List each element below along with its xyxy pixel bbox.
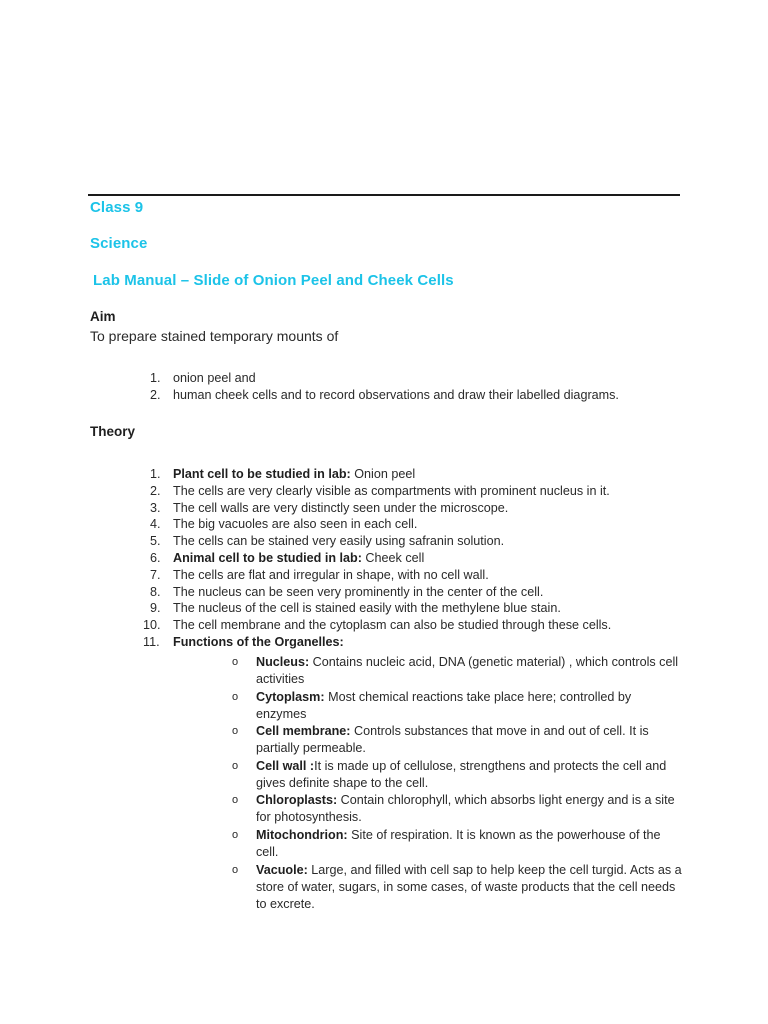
list-item [140, 634, 700, 651]
bullet-marker: o [232, 863, 239, 876]
list-item [140, 500, 700, 517]
list-item [140, 370, 700, 387]
class-heading: Class 9 [90, 199, 144, 216]
list-item-text: The cell membrane and the cytoplasm can also be studied through these cells. [173, 618, 612, 633]
list-number: 7. [150, 567, 161, 582]
organelle-name: Nucleus: [256, 655, 310, 669]
list-number: 4. [150, 517, 161, 532]
organelle-item-cytoplasm [232, 689, 682, 723]
list-item-text: The cell walls are very distinctly seen under the microscope. [173, 500, 509, 515]
organelle-name: Vacuole: [256, 862, 308, 877]
organelle-name: Cell wall : [256, 758, 315, 773]
list-item [140, 584, 700, 601]
list-number: 1. [150, 467, 161, 481]
organelle-name: Mitochondrion: [256, 827, 348, 842]
list-item-text: The nucleus can be seen very prominently in the center of the cell. [173, 584, 544, 599]
organelle-name: Chloroplasts: [256, 793, 338, 808]
list-item-text: The big vacuoles are also seen in each cell. [173, 517, 418, 532]
aim-heading: Aim [90, 309, 116, 324]
organelle-item-vacuole [232, 862, 682, 913]
list-item-text: Onion peel [350, 467, 416, 481]
theory-list [140, 466, 700, 651]
list-item-text: The cells can be stained very easily using safranin solution. [173, 534, 505, 549]
bullet-marker: o [232, 759, 239, 772]
list-number: 10. [143, 618, 161, 633]
organelle-item-mitochondrion [232, 827, 682, 861]
list-item-text: The cells are flat and irregular in shape, with no cell wall. [173, 567, 489, 582]
header-divider [88, 194, 680, 196]
list-number: 2. [150, 387, 161, 402]
organelle-item-cell-wall [232, 758, 682, 792]
organelle-description: It is made up of cellulose, strengthens and protects the cell and gives definite shape to the cell. [256, 758, 667, 790]
list-item [140, 550, 700, 567]
organelle-list [232, 654, 682, 913]
organelle-description: Site of respiration. It is known as the powerhouse of the cell. [256, 827, 661, 859]
bullet-marker: o [232, 794, 239, 807]
organelle-description: Contains nucleic acid, DNA (genetic material) , which controls cell activities [256, 655, 679, 686]
list-item [140, 516, 700, 533]
organelle-description: Contain chlorophyll, which absorbs light energy and is a site for photosynthesis. [256, 793, 675, 825]
list-item [140, 466, 700, 483]
organelle-description: Large, and filled with cell sap to help keep the cell turgid. Acts as a store of water, sugars, in some cases, of waste products that the cell needs to excrete. [256, 862, 682, 911]
bullet-marker: o [232, 690, 239, 703]
list-number: 3. [150, 500, 161, 515]
organelle-item-cell-membrane [232, 723, 682, 757]
list-number: 8. [150, 584, 161, 599]
page-title: Lab Manual – Slide of Onion Peel and Cheek Cells [93, 272, 454, 289]
list-item-text: The cells are very clearly visible as compartments with prominent nucleus in it. [173, 483, 610, 498]
bullet-marker: o [232, 725, 239, 738]
list-item [140, 387, 700, 404]
list-number: 5. [150, 534, 161, 549]
list-item-text: Cheek cell [361, 550, 425, 565]
organelle-name: Cytoplasm: [256, 689, 325, 704]
list-item [140, 617, 700, 634]
aim-list [140, 370, 700, 404]
list-item-bold: Functions of the Organelles: [173, 634, 344, 649]
organelle-item-chloroplasts [232, 792, 682, 826]
list-number: 6. [150, 550, 161, 565]
list-item-bold: Animal cell to be studied in lab: [173, 550, 362, 565]
organelle-name: Cell membrane: [256, 724, 351, 739]
list-item [140, 600, 700, 617]
organelle-description: Controls substances that move in and out of cell. It is partially permeable. [256, 724, 649, 756]
list-number: 1. [150, 371, 161, 385]
theory-heading: Theory [90, 424, 136, 439]
aim-text: To prepare stained temporary mounts of [90, 328, 339, 344]
list-item-text: onion peel and [173, 371, 256, 385]
organelle-description: Most chemical reactions take place here; controlled by enzymes [256, 689, 632, 721]
bullet-marker: o [232, 656, 239, 668]
list-number: 9. [150, 601, 161, 616]
organelle-item-nucleus [232, 654, 682, 688]
list-item [140, 483, 700, 500]
bullet-marker: o [232, 828, 239, 841]
list-item-text: human cheek cells and to record observations and draw their labelled diagrams. [173, 387, 619, 402]
list-number: 2. [150, 483, 161, 498]
subject-heading: Science [90, 235, 148, 252]
list-item-text: The nucleus of the cell is stained easily with the methylene blue stain. [173, 601, 561, 616]
list-item [140, 533, 700, 550]
list-number: 11. [143, 634, 160, 649]
list-item [140, 567, 700, 584]
list-item-bold: Plant cell to be studied in lab: [173, 467, 351, 481]
